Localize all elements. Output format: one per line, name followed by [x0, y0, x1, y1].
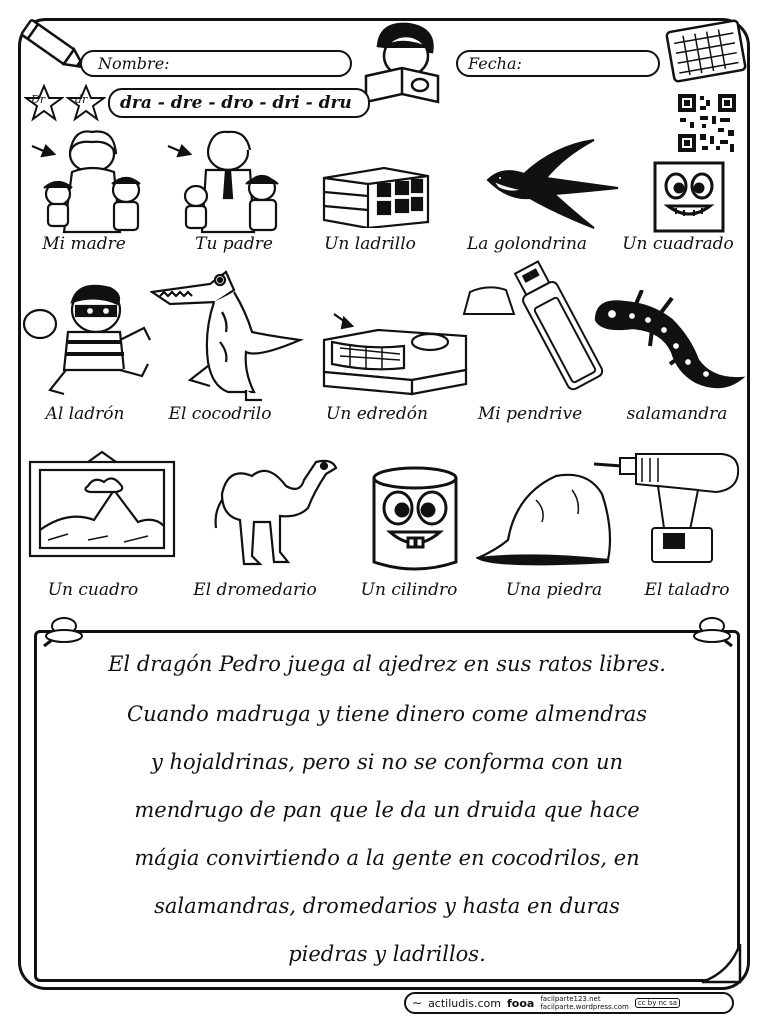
item-label: El cocodrilo: [168, 404, 272, 424]
boy-reading-icon: [360, 18, 444, 106]
star-label-lower: dr: [75, 93, 88, 106]
credit-site: facilparte.wordpress.com: [540, 1003, 629, 1011]
square-face-icon: [652, 160, 726, 234]
salamander-icon: [592, 290, 746, 400]
credit-site: facilparte123.net: [540, 995, 601, 1003]
name-field[interactable]: [80, 50, 352, 77]
paragraph-line: mendrugo de pan que le da un druida que hace: [134, 798, 640, 822]
item-label: Tu padre: [195, 234, 273, 254]
credit-site: actiludis.com: [428, 996, 502, 1010]
syllables-box: [108, 88, 370, 118]
bricks-icon: [322, 166, 432, 228]
mother-with-kids-icon: [30, 128, 150, 234]
item-label: El taladro: [644, 580, 730, 600]
camel-icon: [208, 452, 342, 572]
syllables-text: dra - dre - dro - dri - dru: [120, 93, 352, 113]
item-label: Un ladrillo: [324, 234, 416, 254]
item-label: El dromedario: [193, 580, 317, 600]
framed-picture-icon: [28, 450, 176, 558]
bed-quilt-icon: [320, 310, 470, 396]
item-label: Un cuadro: [47, 580, 139, 600]
date-field[interactable]: [456, 50, 660, 77]
date-label: Fecha:: [468, 54, 522, 73]
crocodile-icon: [150, 262, 310, 402]
swallow-bird-icon: [484, 136, 624, 232]
item-label: Mi pendrive: [477, 404, 583, 424]
paragraph-line: y hojaldrinas, pero si no se conforma con un: [150, 750, 624, 774]
item-label: Al ladrón: [45, 404, 125, 424]
paragraph-line: piedras y ladrillos.: [288, 942, 486, 966]
pushpin-icon: [690, 614, 736, 648]
calendar-icon: [660, 16, 752, 86]
pushpin-icon: [40, 614, 86, 648]
item-label: Mi madre: [42, 234, 126, 254]
name-label: Nombre:: [98, 54, 170, 73]
item-label: Una piedra: [505, 580, 603, 600]
qr-code-icon: [676, 92, 738, 154]
cylinder-face-icon: [368, 466, 462, 574]
item-label: salamandra: [626, 404, 728, 424]
credit-logo: fooa: [507, 996, 535, 1010]
drill-icon: [592, 450, 746, 566]
creative-commons-badge: cc by nc sa: [635, 998, 680, 1008]
paragraph-line: El dragón Pedro juega al ajedrez en sus ratos libres.: [108, 652, 666, 676]
paragraph-line: Cuando madruga y tiene dinero come almendras: [127, 702, 647, 726]
father-with-kids-icon: [166, 128, 296, 234]
star-label-upper: Dr: [31, 93, 46, 106]
item-label: La golondrina: [466, 234, 588, 254]
item-label: Un edredón: [326, 404, 428, 424]
item-label: Un cuadrado: [622, 234, 734, 254]
item-label: Un cilindro: [360, 580, 458, 600]
paragraph-line: salamandras, dromedarios y hasta en duras: [154, 894, 620, 918]
paragraph-line: mágia convirtiendo a la gente en cocodrilos, en: [134, 846, 640, 870]
credit-sites: [540, 995, 629, 1011]
thief-icon: [20, 280, 158, 398]
credits-footer: [404, 992, 734, 1014]
actiludis-logo-icon: ∼: [412, 996, 423, 1010]
